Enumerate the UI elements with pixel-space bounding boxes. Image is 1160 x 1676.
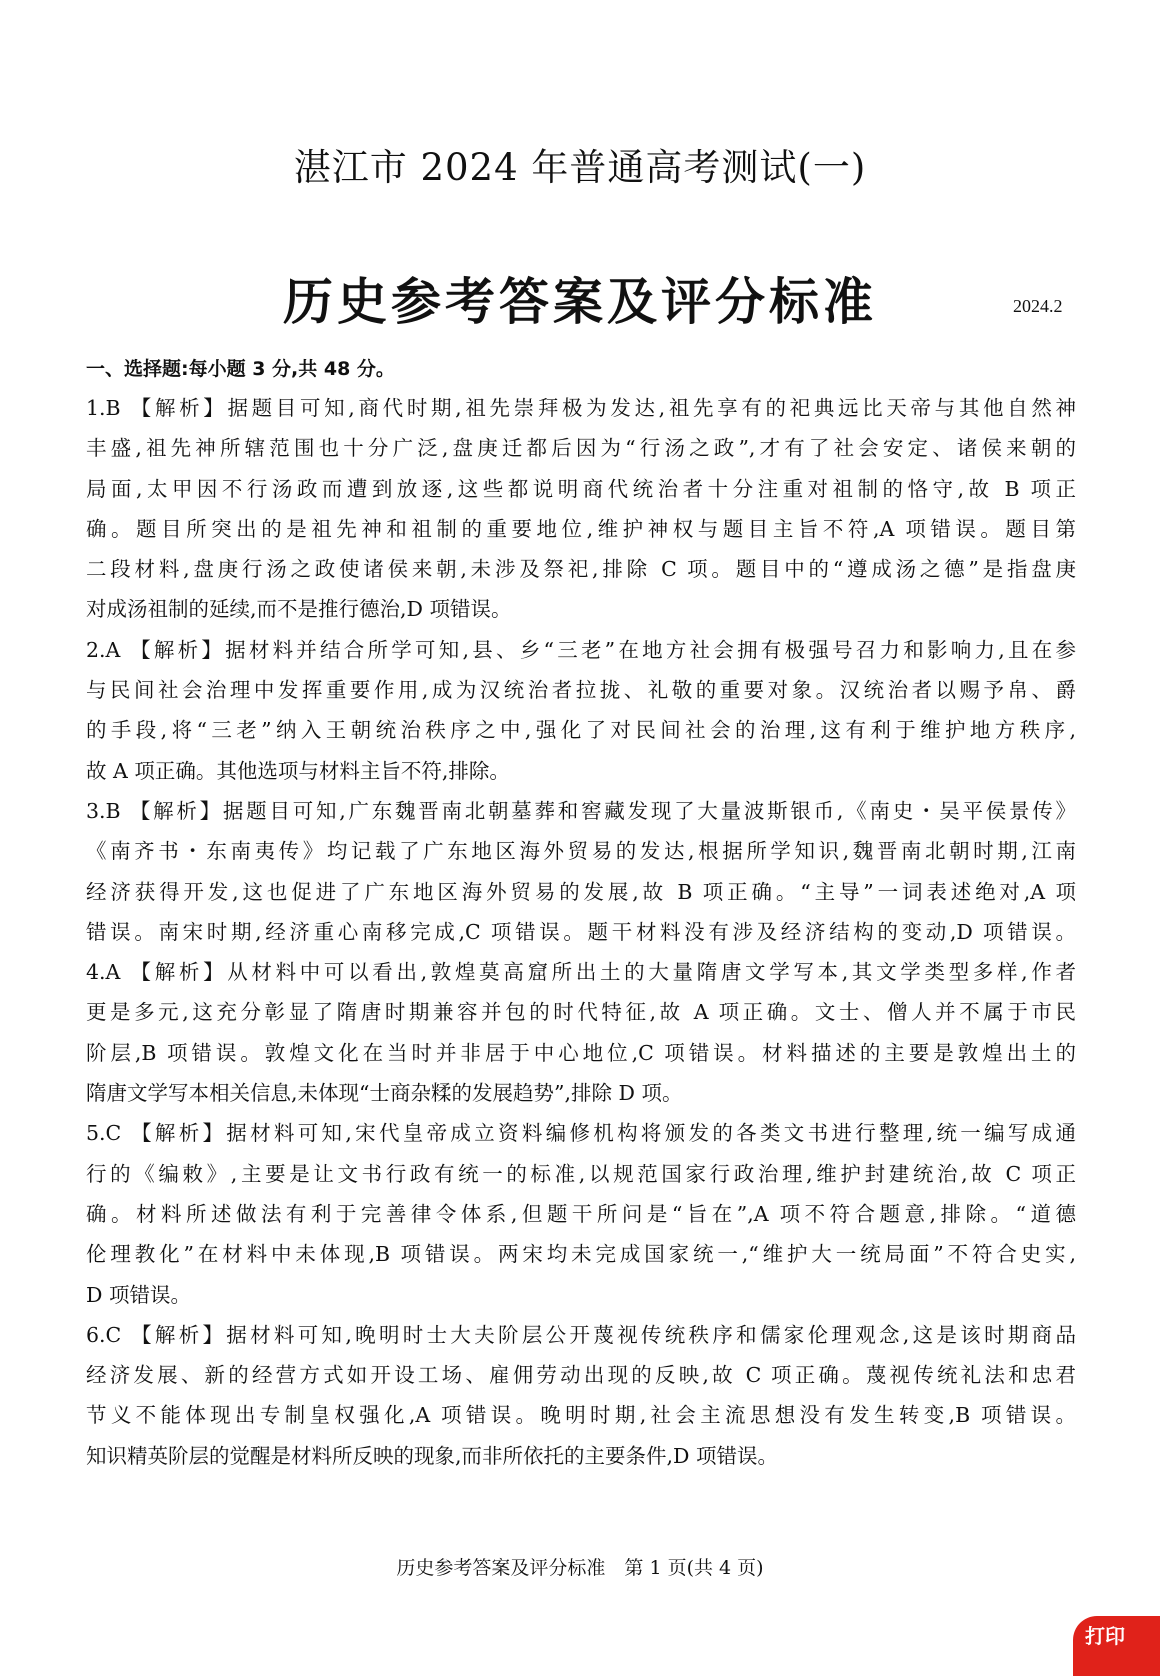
answer-line: 更是多元,这充分彰显了隋唐时期兼容并包的时代特征,故 A 项正确。文士、僧人并不属于市民 <box>86 1000 1076 1025</box>
answer-line: 3.B 【解析】据题目可知,广东魏晋南北朝墓葬和窖藏发现了大量波斯银币,《南史・吴平侯景传》 <box>86 798 1076 823</box>
answer-line: 确。题目所突出的是祖先神和祖制的重要地位,维护神权与题目主旨不符,A 项错误。题目第 <box>86 516 1076 541</box>
page-footer: 历史参考答案及评分标准 第 1 页(共 4 页) <box>396 1557 764 1579</box>
answer-line: 节义不能体现出专制皇权强化,A 项错误。晚明时期,社会主流思想没有发生转变,B 项错误。 <box>86 1403 1076 1428</box>
answer-line: 隋唐文学写本相关信息,未体现“士商杂糅的发展趋势”,排除 D 项。 <box>86 1081 683 1106</box>
answer-item-1 <box>86 388 1076 630</box>
answer-line: 二段材料,盘庚行汤之政使诸侯来朝,未涉及祭祀,排除 C 项。题目中的“遵成汤之德”是指盘庚 <box>86 557 1076 582</box>
print-button-label: 打印 <box>1085 1624 1125 1648</box>
answer-line: 经济获得开发,这也促进了广东地区海外贸易的发展,故 B 项正确。“主导”一词表述绝对,A 项 <box>86 879 1076 904</box>
answer-item-6 <box>86 1315 1076 1476</box>
answer-item-4 <box>86 952 1076 1113</box>
answer-line: 的手段,将“三老”纳入王朝统治秩序之中,强化了对民间社会的治理,这有利于维护地方秩序, <box>86 718 1076 743</box>
answer-line: 6.C 【解析】据材料可知,晚明时士大夫阶层公开蔑视传统秩序和儒家伦理观念,这是该时期商品 <box>86 1322 1076 1347</box>
answer-line: 2.A 【解析】据材料并结合所学可知,县、乡“三老”在地方社会拥有极强号召力和影响力,且在参 <box>86 637 1076 662</box>
answer-line: 对成汤祖制的延续,而不是推行德治,D 项错误。 <box>86 597 512 622</box>
answer-line: D 项错误。 <box>86 1282 191 1307</box>
exam-title: 湛江市 2024 年普通高考测试(一) <box>293 146 867 189</box>
answer-line: 知识精英阶层的觉醒是材料所反映的现象,而非所依托的主要条件,D 项错误。 <box>86 1443 778 1468</box>
document-title: 历史参考答案及评分标准 <box>283 273 877 331</box>
answer-line: 与民间社会治理中发挥重要作用,成为汉统治者拉拢、礼敬的重要对象。汉统治者以赐予帛、爵 <box>86 678 1076 703</box>
answer-line: 1.B 【解析】据题目可知,商代时期,祖先崇拜极为发达,祖先享有的祀典远比天帝与其他自然神 <box>86 396 1076 420</box>
answer-line: 丰盛,祖先神所辖范围也十分广泛,盘庚迁都后因为“行汤之政”,才有了社会安定、诸侯来朝的 <box>86 436 1076 461</box>
section-heading: 一、选择题:每小题 3 分,共 48 分。 <box>86 358 395 380</box>
answer-line: 伦理教化”在材料中未体现,B 项错误。两宋均未完成国家统一,“维护大一统局面”不符合史实, <box>86 1242 1076 1267</box>
answer-line: 阶层,B 项错误。敦煌文化在当时并非居于中心地位,C 项错误。材料描述的主要是敦煌出土的 <box>86 1040 1076 1065</box>
document-date: 2024.2 <box>1013 296 1063 316</box>
answer-item-5 <box>86 1113 1076 1314</box>
answer-line: 4.A 【解析】从材料中可以看出,敦煌莫高窟所出土的大量隋唐文学写本,其文学类型多样,作者 <box>86 960 1076 985</box>
answer-item-2 <box>86 630 1076 791</box>
answer-item-3 <box>86 791 1076 952</box>
answer-line: 《南齐书・东南夷传》均记载了广东地区海外贸易的发达,根据所学知识,魏晋南北朝时期,江南 <box>86 839 1076 864</box>
answer-list <box>86 388 1076 1476</box>
answer-line: 经济发展、新的经营方式如开设工场、雇佣劳动出现的反映,故 C 项正确。蔑视传统礼法和忠君 <box>86 1363 1076 1388</box>
answer-line: 错误。南宋时期,经济重心南移完成,C 项错误。题干材料没有涉及经济结构的变动,D 项错误。 <box>86 919 1076 944</box>
answer-line: 局面,太甲因不行汤政而遭到放逐,这些都说明商代统治者十分注重对祖制的恪守,故 B 项正 <box>86 476 1076 501</box>
answer-line: 故 A 项正确。其他选项与材料主旨不符,排除。 <box>86 758 510 783</box>
answer-line: 确。材料所述做法有利于完善律令体系,但题干所问是“旨在”,A 项不符合题意,排除。“道德 <box>86 1201 1076 1226</box>
answer-line: 行的《编敕》,主要是让文书行政有统一的标准,以规范国家行政治理,维护封建统治,故 C 项正 <box>86 1161 1076 1186</box>
print-button[interactable] <box>1073 1616 1160 1676</box>
answer-line: 5.C 【解析】据材料可知,宋代皇帝成立资料编修机构将颁发的各类文书进行整理,统一编写成通 <box>86 1121 1076 1146</box>
